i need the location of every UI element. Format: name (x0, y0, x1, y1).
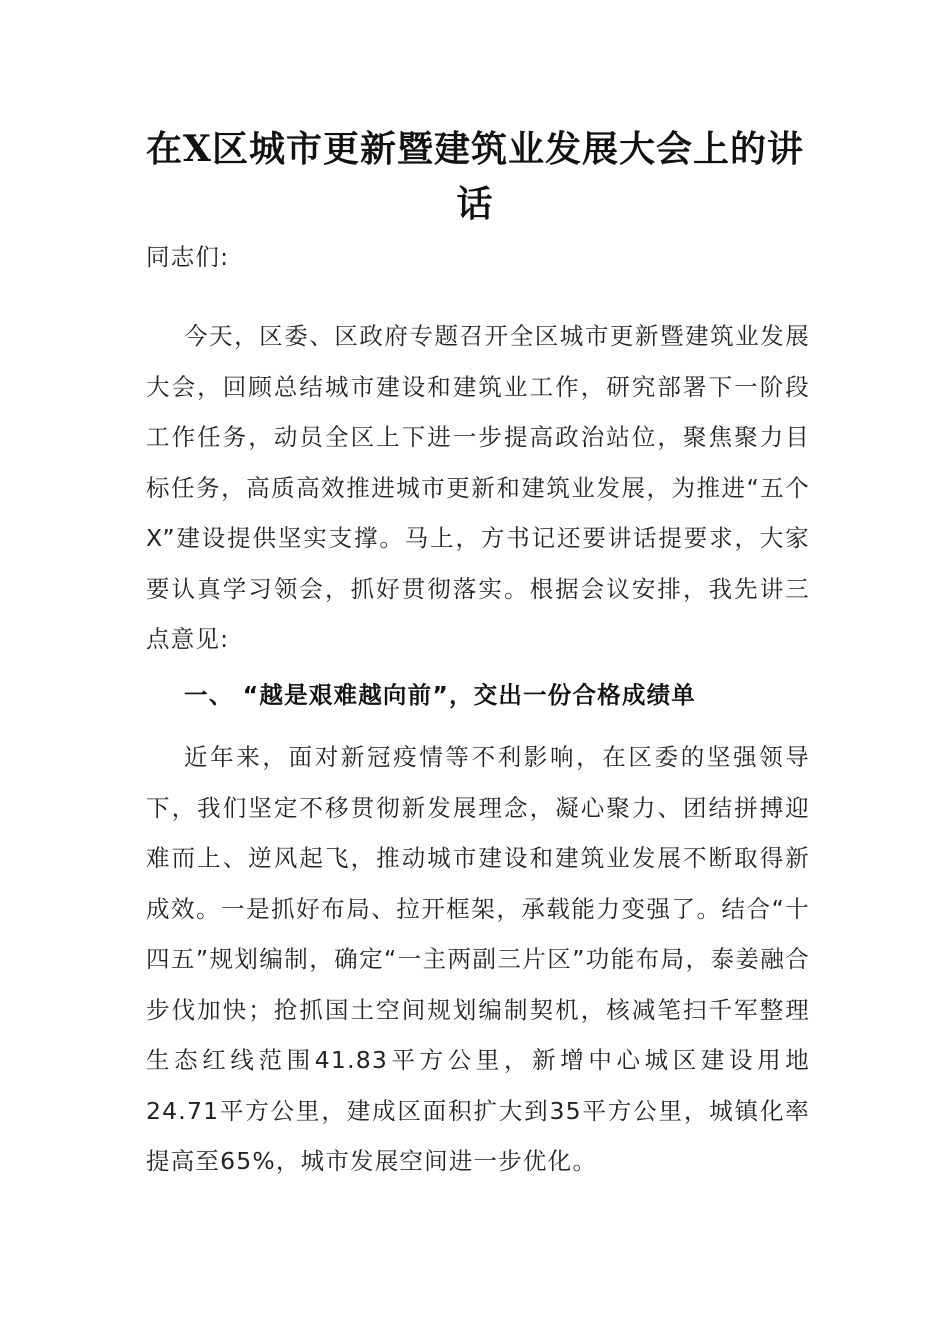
paragraph-opening: 今天，区委、区政府专题召开全区城市更新暨建筑业发展大会，回顾总结城市建设和建筑业工作，研究部署下一阶段工作任务，动员全区上下进一步提高政治站位，聚焦聚力目标任务，高质高效推进城市更新和建筑业发展，为推进“五个X”建设提供坚实支撑。马上，方书记还要讲话提要求，大家要认真学习领会，抓好贯彻落实。根据会议安排，我先讲三点意见: (146, 322, 810, 653)
paragraph-section-1: 近年来，面对新冠疫情等不利影响，在区委的坚强领导下，我们坚定不移贯彻新发展理念，凝心聚力、团结拼搏迎难而上、逆风起飞，推动城市建设和建筑业发展不断取得新成效。一是抓好布局、拉开框架，承载能力变强了。结合“十四五”规划编制，确定“一主两副三片区”功能布局，泰姜融合步伐加快；抢抓国土空间规划编制契机，核减笔扫千军整理生态红线范围41.83平方公里，新增中心城区建设用地24.71平方公里，建成区面积扩大到35平方公里，城镇化率提高至65%，城市发展空间进一步优化。 (146, 743, 810, 1175)
section-heading-1: 一、 “越是艰难越向前”，交出一份合格成绩单 (184, 681, 696, 709)
document-title: 在X区城市更新暨建筑业发展大会上的讲话 (146, 128, 804, 225)
salutation: 同志们: (146, 243, 230, 271)
